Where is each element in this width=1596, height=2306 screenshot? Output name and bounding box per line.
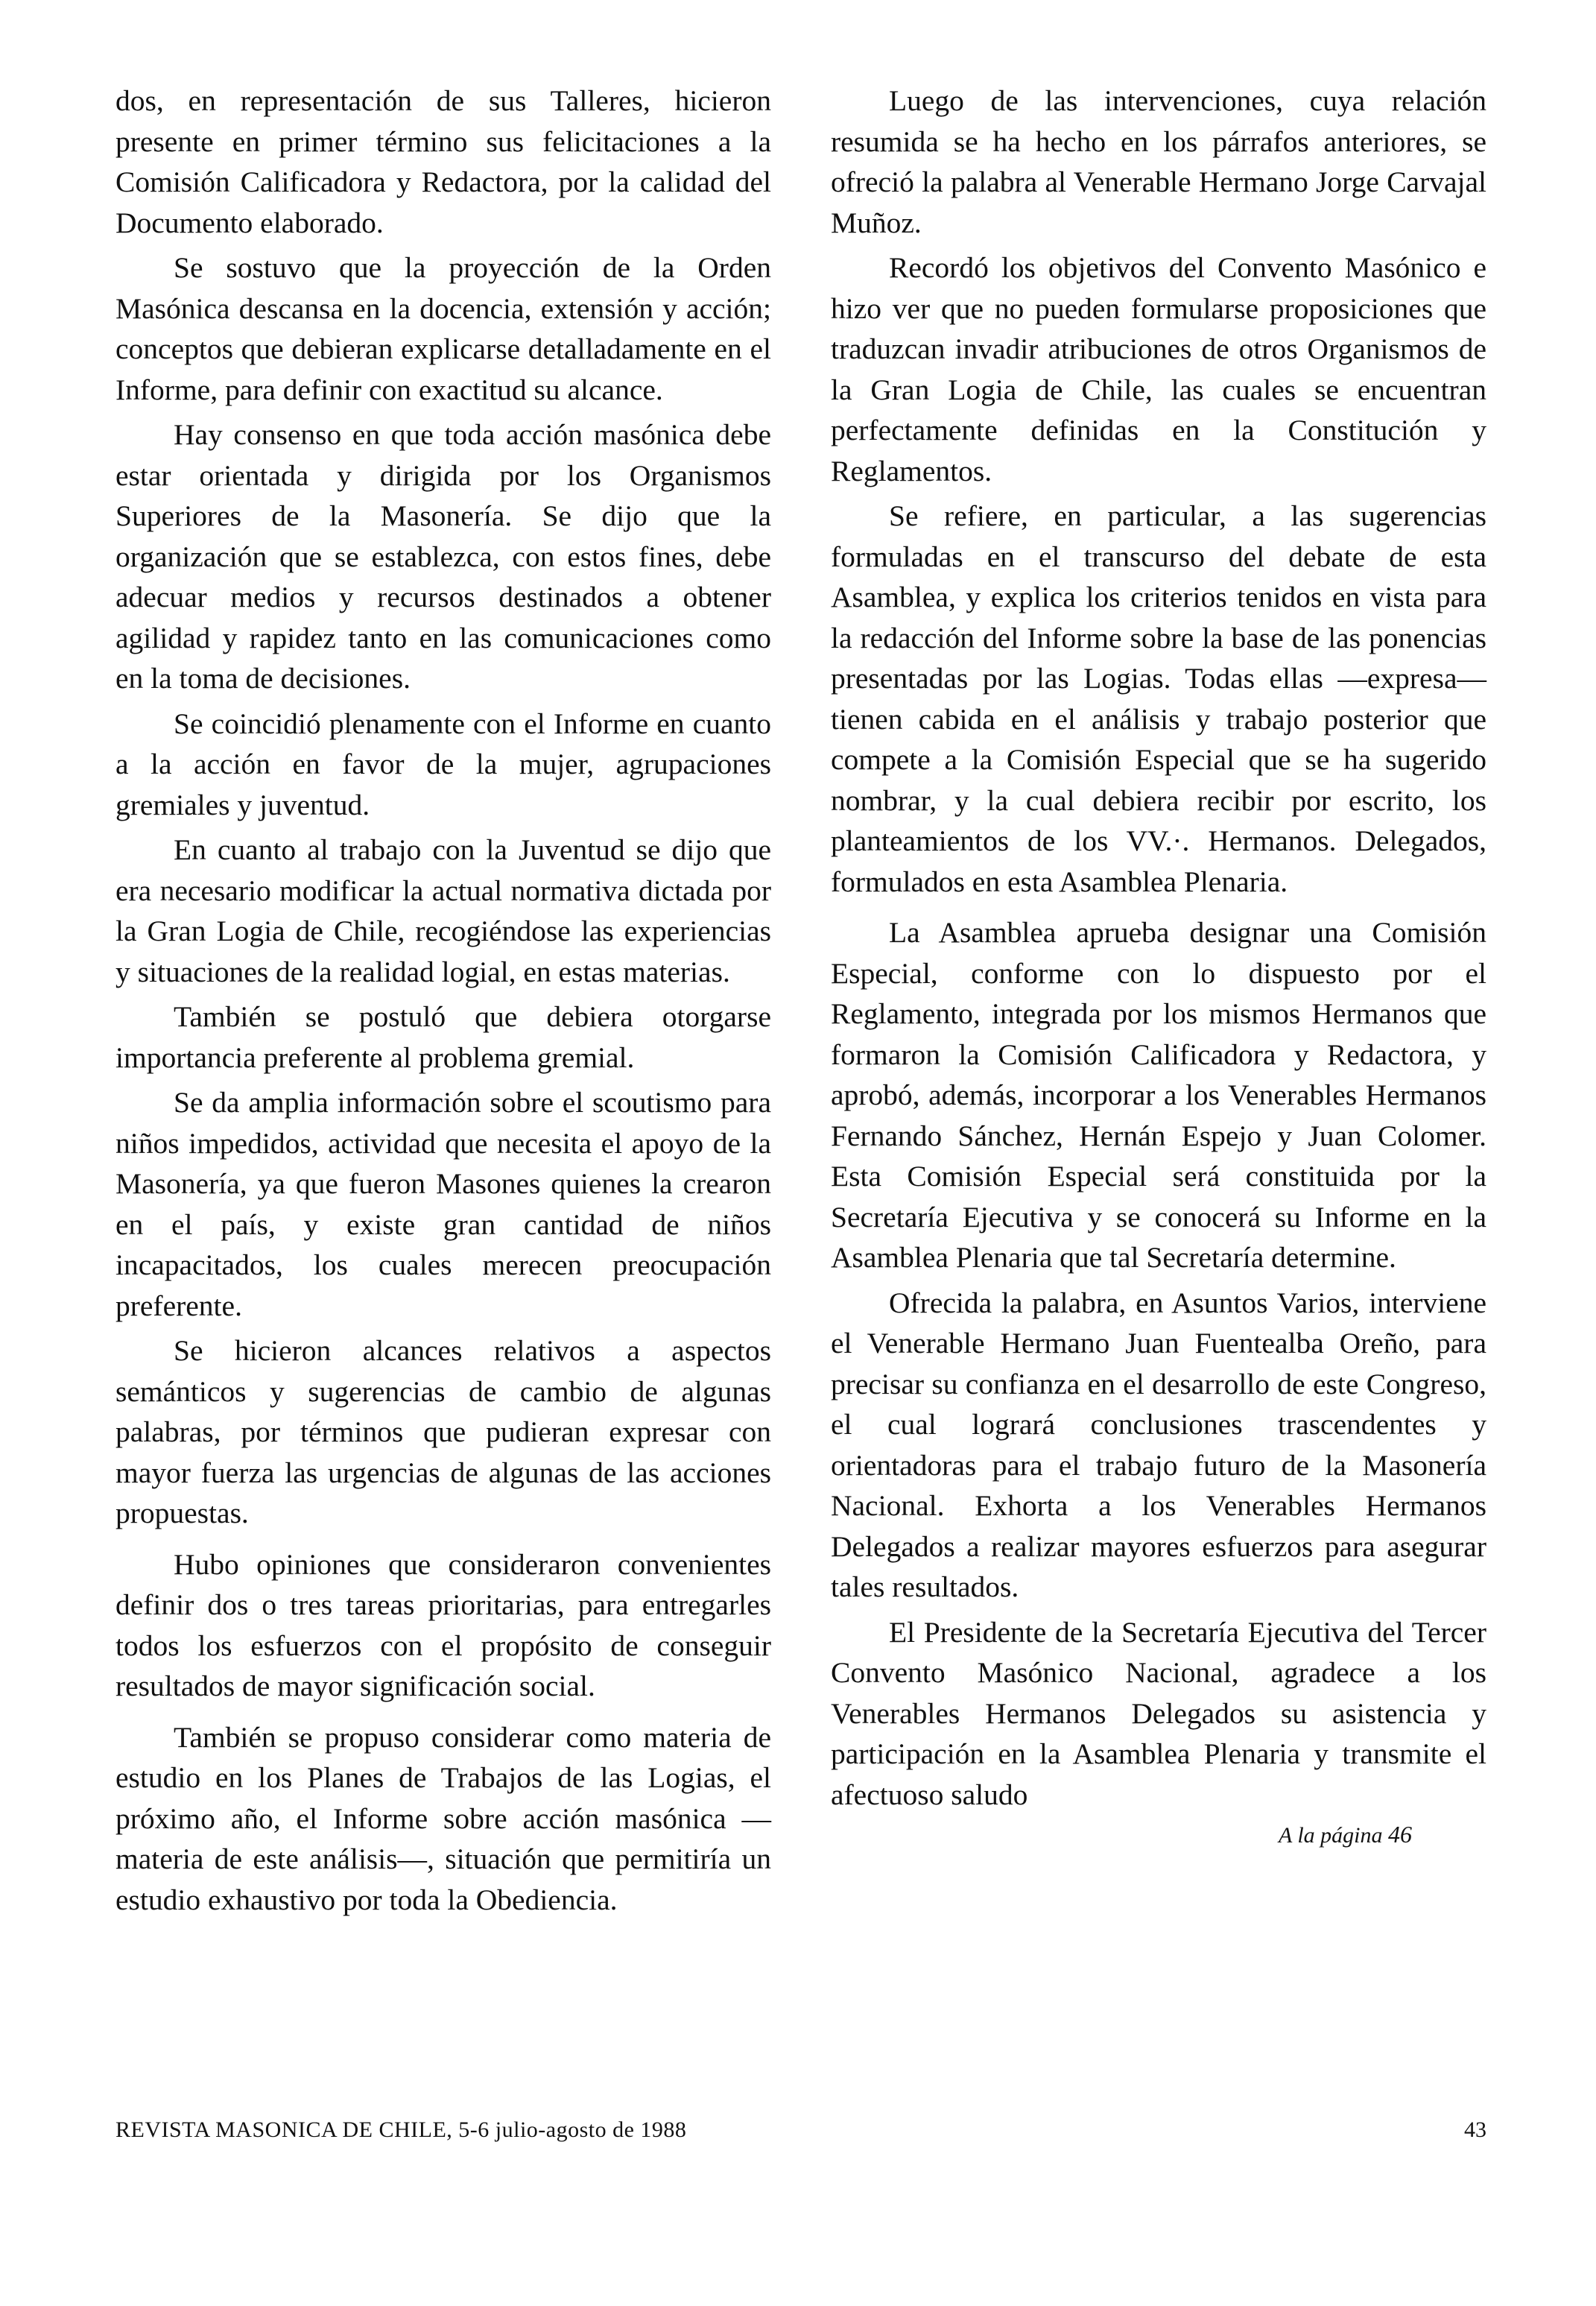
left-column	[115, 80, 771, 1924]
paragraph: Se sostuvo que la proyección de la Orden Masónica descansa en la docencia, extensión y acción; conceptos que debieran explicarse detalladamente en el Informe, para definir con exactitud su alcance.	[115, 251, 771, 406]
paragraph: En cuanto al trabajo con la Juventud se dijo que era necesario modificar la actual normativa dictada por la Gran Logia de Chile, recogiéndose las experiencias y situaciones de la realidad logial, en estas materias.	[115, 833, 771, 988]
paragraph: El Presidente de la Secretaría Ejecutiva del Tercer Convento Masónico Nacional, agradece a los Venerables Hermanos Delegados su asistencia y participación en la Asamblea Plenaria y transmite el afectuoso saludo	[831, 1615, 1486, 1811]
continuation-label: A la página	[1279, 1823, 1383, 1848]
paragraph: Se refiere, en particular, a las sugerencias formuladas en el transcurso del debate de esta Asamblea, y explica los criterios tenidos en vista para la redacción del Informe sobre la base de las ponencias presentadas por las Logias. Todas ellas —expresa— tienen cabida en el análisis y trabajo posterior que compete a la Comisión Especial que se ha sugerido nombrar, y la cual debiera recibir por escrito, los planteamientos de los VV.·. Hermanos. Delegados, formulados en esta Asamblea Plenaria.	[831, 499, 1486, 898]
paragraph: Se hicieron alcances relativos a aspectos semánticos y sugerencias de cambio de algunas palabras, por términos que pudieran expresar con mayor fuerza las urgencias de algunas de las acciones propuestas.	[115, 1334, 771, 1529]
paragraph: Recordó los objetivos del Convento Masónico e hizo ver que no pueden formularse proposiciones que traduzcan invadir atribuciones de otros Organismos de la Gran Logia de Chile, las cuales se encuentran perfectamente definidas en la Constitución y Reglamentos.	[831, 251, 1486, 487]
paragraph: Hubo opiniones que consideraron convenientes definir dos o tres tareas prioritarias, para entregarles todos los esfuerzos con el propósito de conseguir resultados de mayor significación social.	[115, 1547, 771, 1702]
paragraph: dos, en representación de sus Talleres, hicieron presente en primer término sus felicitaciones a la Comisión Calificadora y Redactora, por la calidad del Documento elaborado.	[115, 84, 771, 239]
journal-citation: REVISTA MASONICA DE CHILE, 5-6 julio-agosto de 1988	[115, 2117, 687, 2142]
continuation-note	[831, 1819, 1486, 1851]
paragraph: También se postuló que debiera otorgarse importancia preferente al problema gremial.	[115, 1000, 771, 1074]
paragraph: Se da amplia información sobre el scoutismo para niños impedidos, actividad que necesita el apoyo de la Masonería, ya que fueron Masones quienes la crearon en el país, y existe gran cantidad de niños incapacitados, los cuales merecen preocupación preferente.	[115, 1086, 771, 1322]
paragraph: Ofrecida la palabra, en Asuntos Varios, interviene el Venerable Hermano Juan Fuentealba Oreño, para precisar su confianza en el desarrollo de este Congreso, el cual logrará conclusiones trascendentes y orientadoras para el trabajo futuro de la Masonería Nacional. Exhorta a los Venerables Hermanos Delegados a realizar mayores esfuerzos para asegurar tales resultados.	[831, 1286, 1486, 1603]
paragraph: Luego de las intervenciones, cuya relación resumida se ha hecho en los párrafos anteriores, se ofreció la palabra al Venerable Hermano Jorge Carvajal Muñoz.	[831, 84, 1486, 239]
right-column	[831, 80, 1486, 1851]
paragraph: Hay consenso en que toda acción masónica debe estar orientada y dirigida por los Organismos Superiores de la Masonería. Se dijo que la organización que se establezca, con estos fines, debe adecuar medios y recursos destinados a obtener agilidad y rapidez tanto en las comunicaciones como en la toma de decisiones.	[115, 418, 771, 695]
paragraph: La Asamblea aprueba designar una Comisión Especial, conforme con lo dispuesto por el Reglamento, integrada por los mismos Hermanos que formaron la Comisión Calificadora y Redactora, y aprobó, además, incorporar a los Venerables Hermanos Fernando Sánchez, Hernán Espejo y Juan Colomer. Esta Comisión Especial será constituida por la Secretaría Ejecutiva y se conocerá su Informe en la Asamblea Plenaria que tal Secretaría determine.	[831, 916, 1486, 1274]
paragraph: Se coincidió plenamente con el Informe en cuanto a la acción en favor de la mujer, agrupaciones gremiales y juventud.	[115, 707, 771, 821]
continuation-page: 46	[1388, 1821, 1412, 1848]
paragraph: También se propuso considerar como materia de estudio en los Planes de Trabajos de las Logias, el próximo año, el Informe sobre acción masónica —materia de este análisis—, situación que permitiría un estudio exhaustivo por toda la Obediencia.	[115, 1720, 771, 1916]
page-footer	[115, 2115, 1486, 2145]
page-number: 43	[1464, 2117, 1486, 2142]
